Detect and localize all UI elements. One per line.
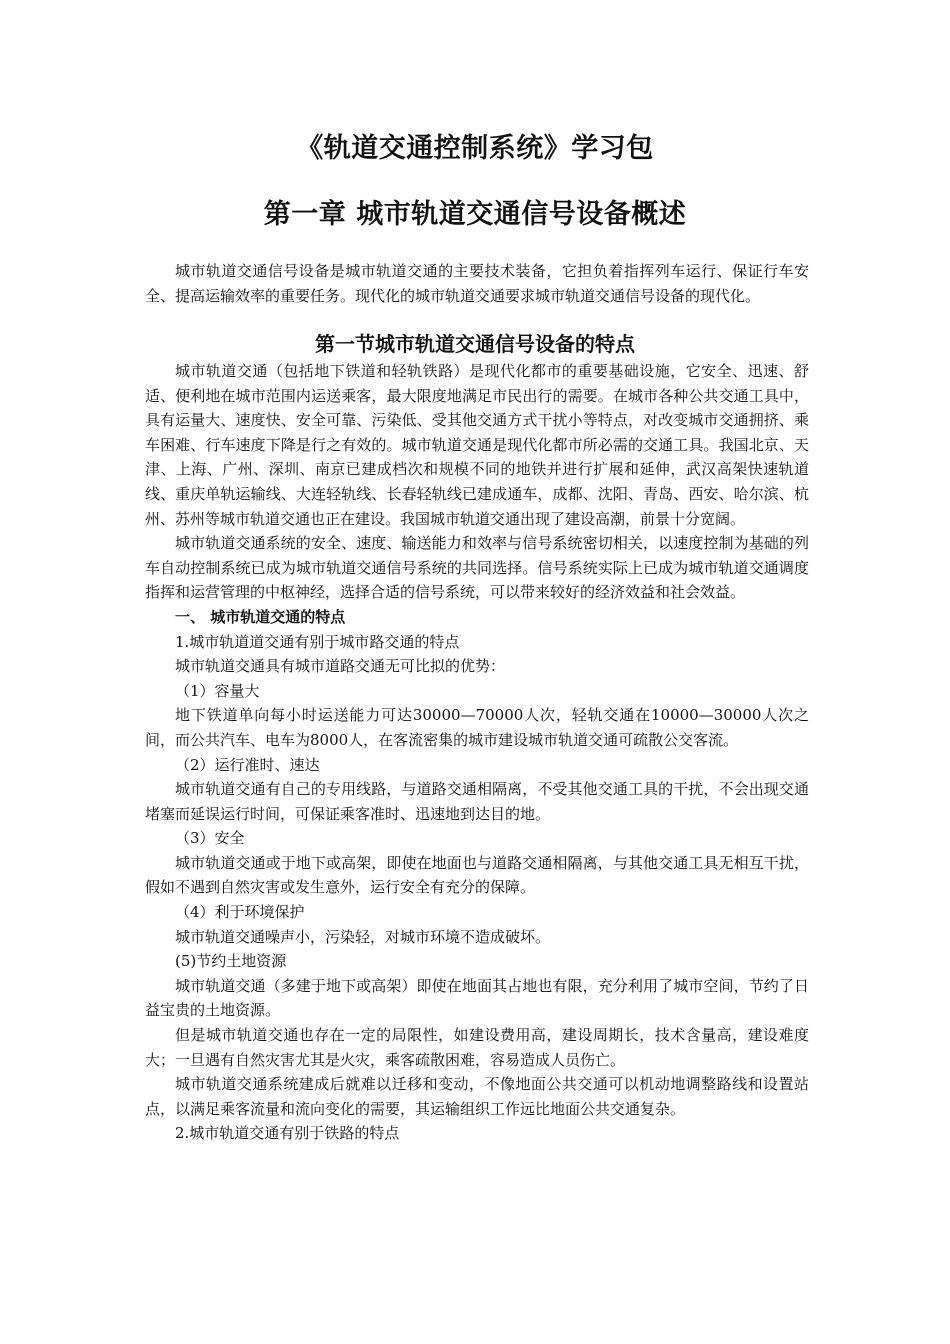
paragraph: 城市轨道交通具有城市道路交通无可比拟的优势： <box>175 657 506 676</box>
intro-paragraph: 城市轨道交通信号设备是城市轨道交通的主要技术装备，它担负着指挥列车运行、保证行车安全、提高运输效率的重要任务。现代化的城市轨道交通要求城市轨道交通信号设备的现代化。 <box>145 262 809 305</box>
item-heading: （4）利于环境保护 <box>175 903 305 922</box>
paragraph: 城市轨道交通（多建于地下或高架）即使在地面其占地也有限，充分利用了城市空间，节约了日益宝贵的土地资源。 <box>145 976 809 1020</box>
document-title: 《轨道交通控制系统》学习包 <box>296 133 654 164</box>
paragraph: 但是城市轨道交通也存在一定的局限性，如建设费用高，建设周期长，技术含量高，建设难度大；一旦遇有自然灾害尤其是火灾，乘客疏散困难，容易造成人员伤亡。 <box>145 1026 809 1069</box>
paragraph: 城市轨道交通有自己的专用线路，与道路交通相隔离，不受其他交通工具的干扰，不会出现交通堵塞而延误运行时间，可保证乘客准时、迅速地到达目的地。 <box>145 780 809 823</box>
item-heading: （1）容量大 <box>175 681 260 700</box>
paragraph: 城市轨道交通（包括地下铁道和轻轨铁路）是现代化都市的重要基础设施，它安全、迅速、舒适、便利地在城市范围内运送乘客，最大限度地满足市民出行的需要。在城市各种公共交通工具中，具有运量大、速度快、安全可靠、污染低、受其他交通方式干扰小等特点，对改变城市交通拥挤、乘车困难、行车速度下降是行之有效的。城市轨道交通是现代化都市所必需的交通工具。我国北京、天津、上海、广州、深圳、南京已建成档次和规模不同的地铁并进行扩展和延伸，武汉高架快速轨道线、重庆单轨运输线、大连轻轨线、长春轻轨线已建成通车，成都、沈阳、青岛、西安、哈尔滨、杭州、苏州等城市轨道交通也正在建设。我国城市轨道交通出现了建设高潮，前景十分宽阔。 <box>145 362 809 528</box>
section-title: 第一节城市轨道交通信号设备的特点 <box>315 332 635 356</box>
intro-block <box>145 259 809 308</box>
subsection-heading: 一、 城市轨道交通的特点 <box>175 607 346 626</box>
paragraph: 城市轨道交通或于地下或高架，即使在地面也与道路交通相隔离，与其他交通工具无相互干扰，假如不遇到自然灾害或发生意外，运行安全有充分的保障。 <box>145 853 809 897</box>
item-heading: （3）安全 <box>175 829 245 848</box>
item-heading: （2）运行准时、速达 <box>175 755 320 774</box>
paragraph: 城市轨道交通噪声小，污染轻，对城市环境不造成破坏。 <box>175 927 551 946</box>
numbered-heading: 2.城市轨道交通有别于铁路的特点 <box>175 1124 400 1143</box>
paragraph: 地下铁道单向每小时运送能力可达30000—70000人次，轻轨交通在10000—30000人次之间，而公共汽车、电车为8000人，在客流密集的城市建设城市轨道交通可疏散公交客流。 <box>145 706 809 749</box>
paragraph: 城市轨道交通系统的安全、速度、输送能力和效率与信号系统密切相关，以速度控制为基础的列车自动控制系统已成为城市轨道交通信号系统的共同选择。信号系统实际上已成为城市轨道交通调度指挥和运营管理的中枢神经，选择合适的信号系统，可以带来较好的经济效益和社会效益。 <box>145 534 809 602</box>
chapter-title: 第一章 城市轨道交通信号设备概述 <box>263 199 687 230</box>
numbered-heading: 1.城市轨道道交通有别于城市路交通的特点 <box>175 632 460 651</box>
item-heading: (5)节约土地资源 <box>175 952 287 971</box>
body-text <box>145 359 809 1146</box>
paragraph: 城市轨道交通系统建成后就难以迁移和变动，不像地面公共交通可以机动地调整路线和设置站点，以满足乘客流量和流向变化的需要，其运输组织工作远比地面公共交通复杂。 <box>145 1075 809 1118</box>
